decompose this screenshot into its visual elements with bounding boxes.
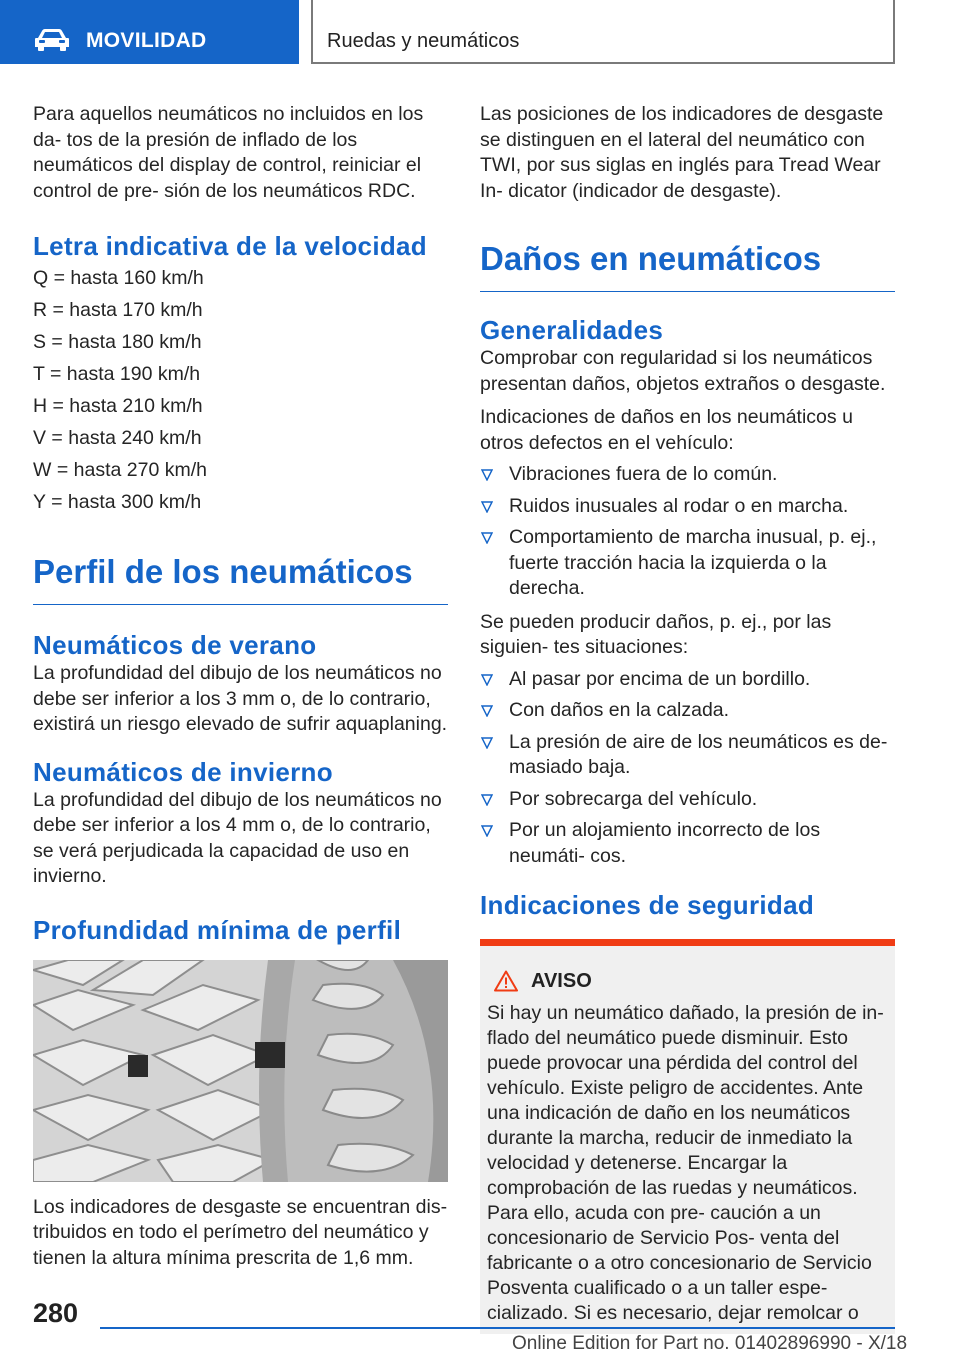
signs-intro: Indicaciones de daños en los neumáticos u otros defectos en el vehículo: bbox=[480, 406, 853, 454]
chapter-tab[interactable] bbox=[311, 0, 895, 64]
safety-heading: Indicaciones de seguridad bbox=[480, 890, 815, 920]
damage-heading-wrap bbox=[480, 239, 895, 292]
list-item: Ruidos inusuales al rodar o en marcha. bbox=[480, 494, 895, 520]
list-item: Al pasar por encima de un bordillo. bbox=[480, 667, 895, 693]
speed-rating: R = hasta 170 km/h bbox=[33, 299, 203, 321]
tire-tread-illustration bbox=[33, 960, 448, 1182]
list-item: Vibraciones fuera de lo común. bbox=[480, 462, 895, 488]
list-item: Por sobrecarga del vehículo. bbox=[480, 787, 895, 813]
chapter-label: Ruedas y neumáticos bbox=[327, 30, 520, 52]
causes-intro: Se pueden producir daños, p. ej., por las siguien- tes situaciones: bbox=[480, 610, 832, 658]
speed-rating: Q = hasta 160 km/h bbox=[33, 267, 204, 289]
speed-heading: Letra indicativa de la velocidad bbox=[33, 231, 427, 261]
twi-paragraph: Las posiciones de los indicadores de desgaste se distinguen en el lateral del neumático con TWI, por sus siglas en inglés para Tread Wear In- dicator (indicador de desgaste). bbox=[480, 103, 884, 202]
section-label: MOVILIDAD bbox=[86, 29, 207, 52]
list-item: Con daños en la calzada. bbox=[480, 698, 895, 724]
signs-list bbox=[480, 462, 895, 602]
speed-rating: H = hasta 210 km/h bbox=[33, 395, 203, 417]
intro-paragraph: Para aquellos neumáticos no incluidos en los da- tos de la presión de inflado de los neumáticos del display de control, reiniciar el control de pre- sión de los neumáticos RDC. bbox=[33, 103, 424, 202]
profile-heading-wrap bbox=[33, 552, 448, 605]
section-tab[interactable] bbox=[0, 0, 299, 64]
bullet-triangle-icon bbox=[481, 794, 493, 806]
bullet-triangle-icon bbox=[481, 469, 493, 481]
bullet-triangle-icon bbox=[481, 737, 493, 749]
warning-triangle-icon bbox=[494, 970, 518, 992]
right-column bbox=[480, 102, 895, 1334]
bullet-triangle-icon bbox=[481, 825, 493, 837]
bullet-triangle-icon bbox=[481, 674, 493, 686]
speed-rating: V = hasta 240 km/h bbox=[33, 427, 202, 449]
left-column bbox=[33, 102, 448, 1271]
footer-divider bbox=[100, 1327, 895, 1329]
general-text: Comprobar con regularidad si los neumáticos presentan daños, objetos extraños o desgaste. bbox=[480, 347, 886, 395]
page-number: 280 bbox=[33, 1298, 79, 1328]
warning-label: AVISO bbox=[531, 969, 592, 992]
speed-rating: S = hasta 180 km/h bbox=[33, 331, 202, 353]
summer-text: La profundidad del dibujo de los neumáticos no debe ser inferior a los 3 mm o, de lo contrario, existirá un riesgo elevado de sufrir aquaplaning. bbox=[33, 662, 448, 735]
list-item: La presión de aire de los neumáticos es de- masiado baja. bbox=[480, 730, 895, 781]
winter-heading: Neumáticos de invierno bbox=[33, 756, 333, 787]
bullet-triangle-icon bbox=[481, 705, 493, 717]
speed-rating: W = hasta 270 km/h bbox=[33, 459, 207, 481]
warning-bar bbox=[480, 939, 895, 946]
list-item: Comportamiento de marcha inusual, p. ej., fuerte tracción hacia la izquierda o la derecha. bbox=[480, 525, 895, 602]
causes-list bbox=[480, 667, 895, 870]
warning-text: Si hay un neumático dañado, la presión de in- flado del neumático puede disminuir. Esto puede provocar una pérdida del control del vehículo. Existe peligro de accidentes. Ante una indicación de daño en los neumáticos durante la marcha, reducir de inmediato la velocidad y detenerse. Encargar la comprobación de las ruedas y neumáticos. Para ello, acuda con pre- caución a un concesionario de Servicio Pos- venta del fabricante o a otro concesionario de Servicio Posventa cualificado o a un taller espe- cializado. Si es necesario, dejar remolcar o bbox=[487, 1002, 884, 1324]
profile-heading: Perfil de los neumáticos bbox=[33, 553, 413, 590]
summer-heading: Neumáticos de verano bbox=[33, 630, 317, 660]
speed-ratings-list bbox=[33, 262, 448, 518]
bullet-triangle-icon bbox=[481, 501, 493, 513]
speed-rating: T = hasta 190 km/h bbox=[33, 363, 201, 385]
warning-box bbox=[480, 939, 895, 1334]
general-heading: Generalidades bbox=[480, 315, 664, 345]
min-depth-heading: Profundidad mínima de perfil bbox=[33, 914, 402, 945]
bullet-triangle-icon bbox=[481, 532, 493, 544]
image-caption: Los indicadores de desgaste se encuentran dis- tribuidos en todo el perímetro del neumático y tienen la altura mínima prescrita de 1,6 mm. bbox=[33, 1195, 448, 1269]
speed-rating: Y = hasta 300 km/h bbox=[33, 491, 202, 513]
car-icon bbox=[34, 28, 70, 52]
damage-heading: Daños en neumáticos bbox=[480, 240, 822, 277]
edition-text: Online Edition for Part no. 01402896990 - X/18 bbox=[512, 1333, 908, 1354]
list-item: Por un alojamiento incorrecto de los neumáti- cos. bbox=[480, 818, 895, 869]
winter-text: La profundidad del dibujo de los neumáticos no debe ser inferior a los 4 mm o, de lo contrario, se verá perjudicada la capacidad de uso en invierno. bbox=[33, 788, 442, 887]
